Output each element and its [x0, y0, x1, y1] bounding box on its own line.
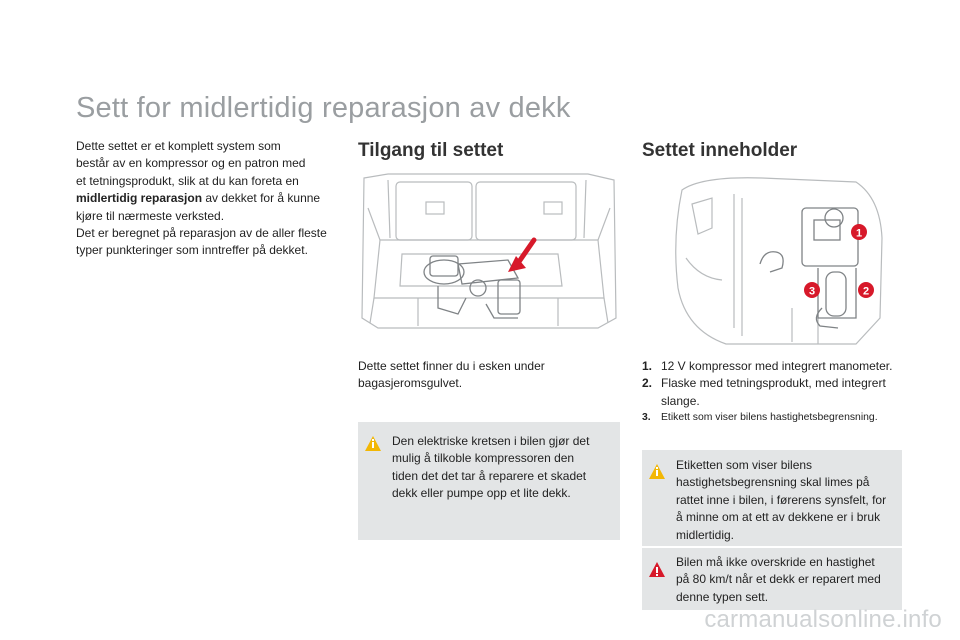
- intro-text: [76, 138, 346, 260]
- warning-icon: [648, 561, 666, 579]
- info-line: mulig å tilkoble kompressoren den: [392, 451, 575, 466]
- list-text: Flaske med tetningsprodukt, med integrert: [661, 376, 886, 391]
- contents-list: [642, 358, 912, 426]
- contents-warning-box: [642, 548, 902, 610]
- intro-line: Dette settet er et komplett system som: [76, 139, 281, 153]
- trunk-illustration: [358, 168, 620, 330]
- access-text-line: bagasjeromsgulvet.: [358, 376, 463, 391]
- intro-bold-phrase: midlertidig reparasjon: [76, 191, 203, 206]
- access-heading: Tilgang til settet: [358, 140, 504, 161]
- callout-1: 1: [855, 227, 863, 240]
- list-number: 1.: [642, 359, 653, 373]
- list-item: [642, 410, 912, 426]
- list-item: [642, 375, 912, 410]
- info-icon: [364, 435, 382, 453]
- contents-info-box: [642, 450, 902, 546]
- warning-line: Bilen må ikke overskride en hastighet: [676, 555, 875, 569]
- intro-line: [76, 190, 346, 207]
- list-text: Etikett som viser bilens hastighetsbegrensning.: [661, 412, 878, 424]
- access-text: [358, 358, 620, 393]
- info-line: tiden det det tar å reparere et skadet: [392, 468, 587, 483]
- info-line: Den elektriske kretsen i bilen gjør det: [392, 434, 590, 448]
- watermark: carmanualsonline.info: [704, 606, 942, 633]
- page-title: Sett for midlertidig reparasjon av dekk: [76, 92, 571, 124]
- info-icon: [648, 463, 666, 481]
- intro-line: typer punkteringer som inntreffer på dekket.: [76, 243, 308, 258]
- intro-line-rest: av dekket for å kunne: [202, 191, 321, 206]
- list-number: 2.: [642, 376, 653, 391]
- contents-heading: Settet inneholder: [642, 140, 798, 161]
- list-text: 12 V kompressor med integrert manometer.: [661, 359, 893, 373]
- list-item: [642, 358, 912, 375]
- info-line: dekk eller pumpe opp et lite dekk.: [392, 486, 571, 501]
- intro-line: et tetningsprodukt, slik at du kan foreta en: [76, 173, 299, 188]
- intro-line: Det er beregnet på reparasjon av de aller fleste: [76, 226, 327, 241]
- info-line: å minne om at ett av dekkene er i bruk: [676, 510, 881, 525]
- intro-line: består av en kompressor og en patron med: [76, 156, 306, 171]
- callout-3: 3: [808, 285, 816, 298]
- access-info-box: [358, 422, 620, 540]
- info-line: Etiketten som viser bilens: [676, 458, 813, 472]
- info-line: hastighetsbegrensning skal limes på: [676, 475, 870, 490]
- list-number: 3.: [642, 412, 651, 424]
- info-line: rattet inne i bilen, i førerens synsfelt, for: [676, 492, 887, 507]
- kit-illustration: [642, 168, 902, 350]
- access-text-line: Dette settet finner du i esken under: [358, 359, 545, 373]
- warning-line: på 80 km/t når et dekk er reparert med: [676, 572, 881, 587]
- callout-2: 2: [862, 285, 870, 298]
- info-line: midlertidig.: [676, 527, 735, 542]
- list-text: slange.: [661, 393, 700, 408]
- intro-line: kjøre til nærmeste verksted.: [76, 208, 225, 223]
- warning-line: denne typen sett.: [676, 589, 769, 604]
